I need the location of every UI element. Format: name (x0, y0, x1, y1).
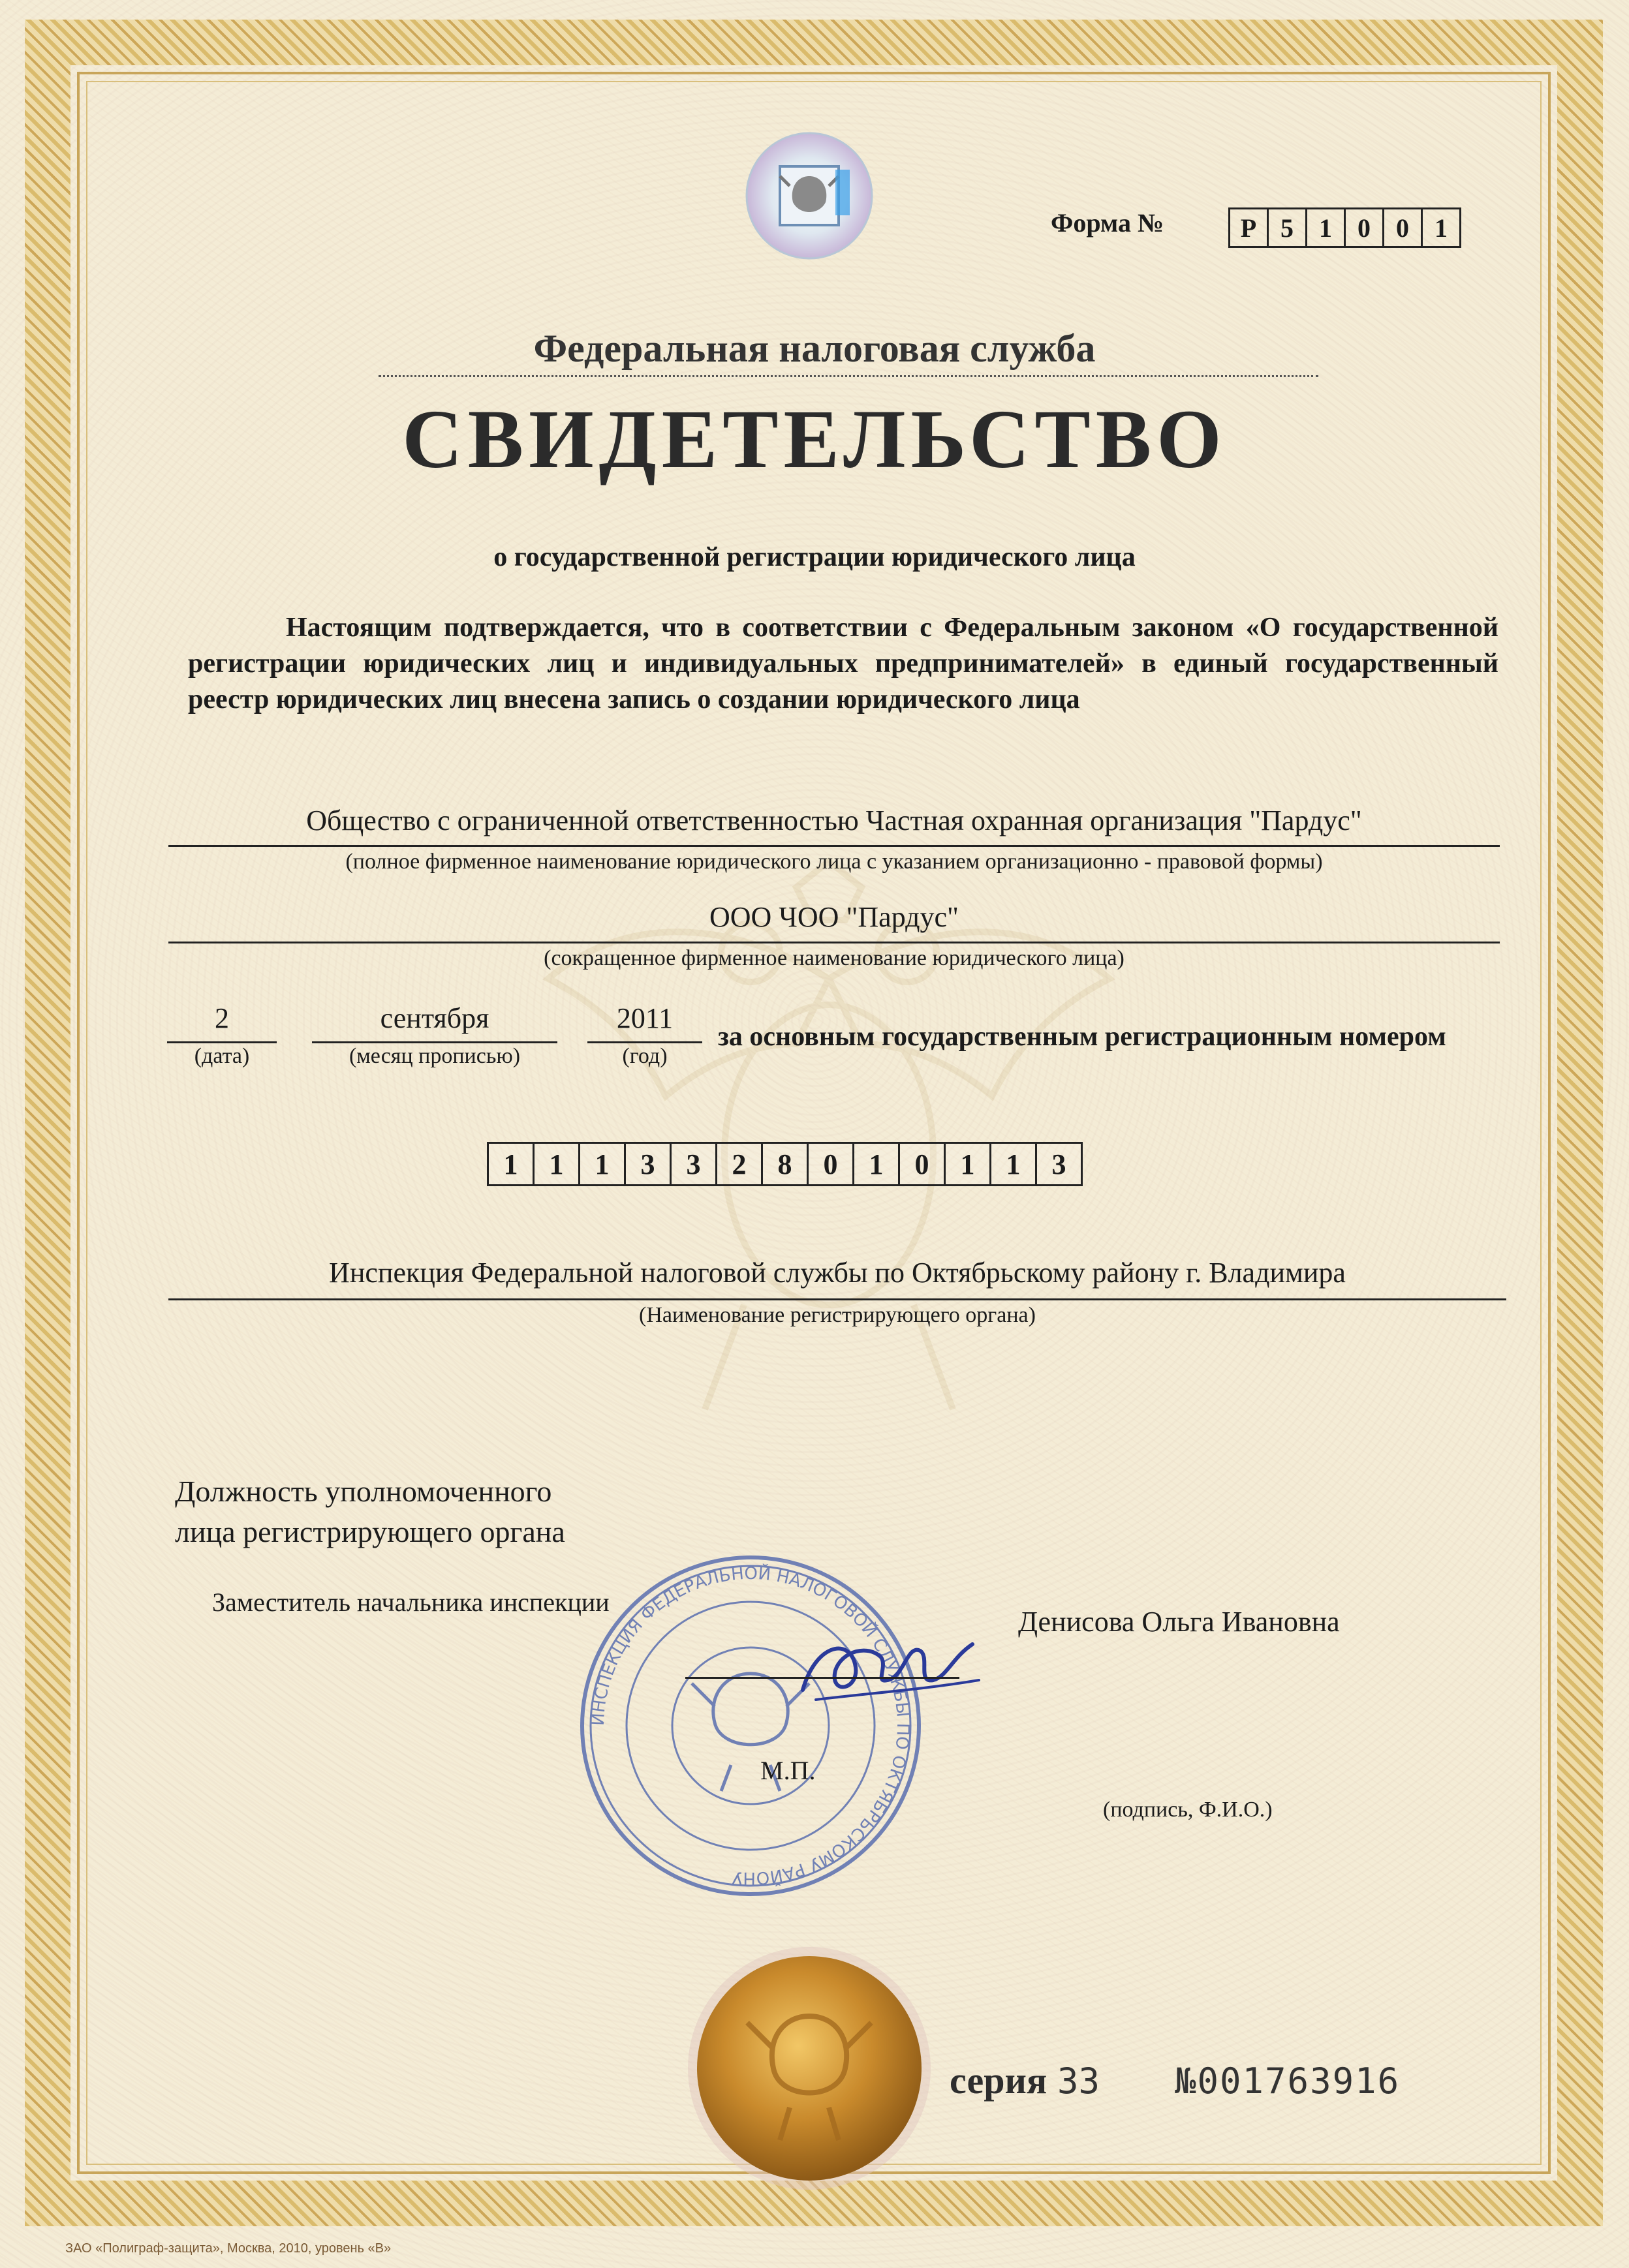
registration-year-caption: (год) (622, 1044, 668, 1068)
form-code-cell: 0 (1384, 209, 1423, 246)
form-code-cell: 0 (1346, 209, 1384, 246)
entity-full-name-underline (168, 845, 1500, 847)
form-code-cell: 1 (1435, 213, 1448, 243)
form-number-label: Форма № (1051, 208, 1164, 238)
series-number: 33 (1057, 2061, 1100, 2102)
document-title: СВИДЕТЕЛЬСТВО (402, 393, 1227, 485)
form-number-boxes (1228, 207, 1461, 248)
official-position-heading (175, 1471, 565, 1552)
ogrn-digit-cell: 1 (489, 1144, 535, 1184)
handwritten-signature-icon (790, 1618, 985, 1716)
stamp-text: ИНСПЕКЦИЯ ФЕДЕРАЛЬНОЙ НАЛОГОВОЙ СЛУЖБЫ ПО ОКТЯБРЬСКОМУ РАЙОНУ (588, 1563, 913, 1888)
entity-short-name: ООО ЧОО "Пардус" (709, 901, 959, 933)
agency-name: Федеральная налоговая служба (533, 327, 1096, 370)
ogrn-digit-cell: 0 (900, 1144, 946, 1184)
entity-short-name-caption: (сокращенное фирменное наименование юридического лица) (544, 946, 1125, 970)
registration-day: 2 (215, 1002, 229, 1034)
ogrn-digit-cell: 8 (763, 1144, 809, 1184)
signature-line (685, 1677, 959, 1679)
entity-short-name-underline (168, 942, 1500, 943)
registration-day-underline (167, 1041, 277, 1043)
ogrn-digit-cell: 0 (809, 1144, 854, 1184)
official-position-line: лица регистрирующего органа (175, 1515, 565, 1548)
registering-authority-underline (168, 1298, 1506, 1300)
form-code-cell: 1 (1307, 209, 1346, 246)
ogrn-label: за основным государственным регистрационным номером (718, 1022, 1446, 1052)
confirmation-paragraph: Настоящим подтверждается, что в соответствии с Федеральным законом «О государственной регистрации юридических лиц и индивидуальных предпринимателей» в единый государственный реестр юридических лиц внесена запись о создании юридического лица (188, 613, 1498, 714)
ogrn-digit-cell: 1 (580, 1144, 626, 1184)
seal-place-label: М.П. (760, 1756, 816, 1785)
entity-full-name: Общество с ограниченной ответственностью Частная охранная организация "Пардус" (306, 805, 1362, 836)
registration-day-caption: (дата) (194, 1044, 250, 1068)
header-divider (379, 375, 1318, 377)
entity-full-name-caption: (полное фирменное наименование юридического лица с указанием организационно - правовой формы) (345, 850, 1323, 874)
certificate-number: №001763916 (1175, 2061, 1401, 2102)
printer-imprint: ЗАО «Полиграф-защита», Москва, 2010, уровень «В» (65, 2241, 392, 2256)
form-code-cell: 5 (1269, 209, 1307, 246)
ogrn-digit-cell: 3 (626, 1144, 672, 1184)
round-stamp-icon (574, 1550, 927, 1902)
ogrn-digit-cell: 1 (854, 1144, 900, 1184)
ogrn-number-boxes (487, 1142, 1083, 1186)
registering-authority: Инспекция Федеральной налоговой службы по Октябрьскому району г. Владимира (329, 1257, 1346, 1289)
registration-year-underline (587, 1041, 702, 1043)
ogrn-digit-cell: 3 (672, 1144, 717, 1184)
gold-seal-icon (685, 1944, 933, 2192)
registration-year: 2011 (616, 1002, 674, 1034)
registering-authority-caption: (Наименование регистрирующего органа) (639, 1303, 1036, 1327)
signature-caption: (подпись, Ф.И.О.) (1103, 1798, 1273, 1822)
official-name: Денисова Ольга Ивановна (1018, 1606, 1340, 1638)
ogrn-digit-cell: 1 (991, 1144, 1037, 1184)
official-title: Заместитель начальника инспекции (212, 1587, 610, 1617)
form-code-cell: Р (1230, 209, 1269, 246)
document-subtitle: о государственной регистрации юридического лица (493, 542, 1136, 572)
registration-month: сентября (380, 1002, 489, 1034)
ogrn-digit-cell: 3 (1051, 1148, 1066, 1180)
ogrn-digit-cell: 1 (946, 1144, 991, 1184)
ogrn-digit-cell: 1 (535, 1144, 580, 1184)
hologram-emblem-icon (744, 130, 875, 261)
official-position-line: Должность уполномоченного (175, 1475, 552, 1508)
registration-month-underline (312, 1041, 557, 1043)
series-label: серия (950, 2059, 1047, 2102)
registration-month-caption: (месяц прописью) (349, 1044, 521, 1068)
ogrn-digit-cell: 2 (717, 1144, 763, 1184)
